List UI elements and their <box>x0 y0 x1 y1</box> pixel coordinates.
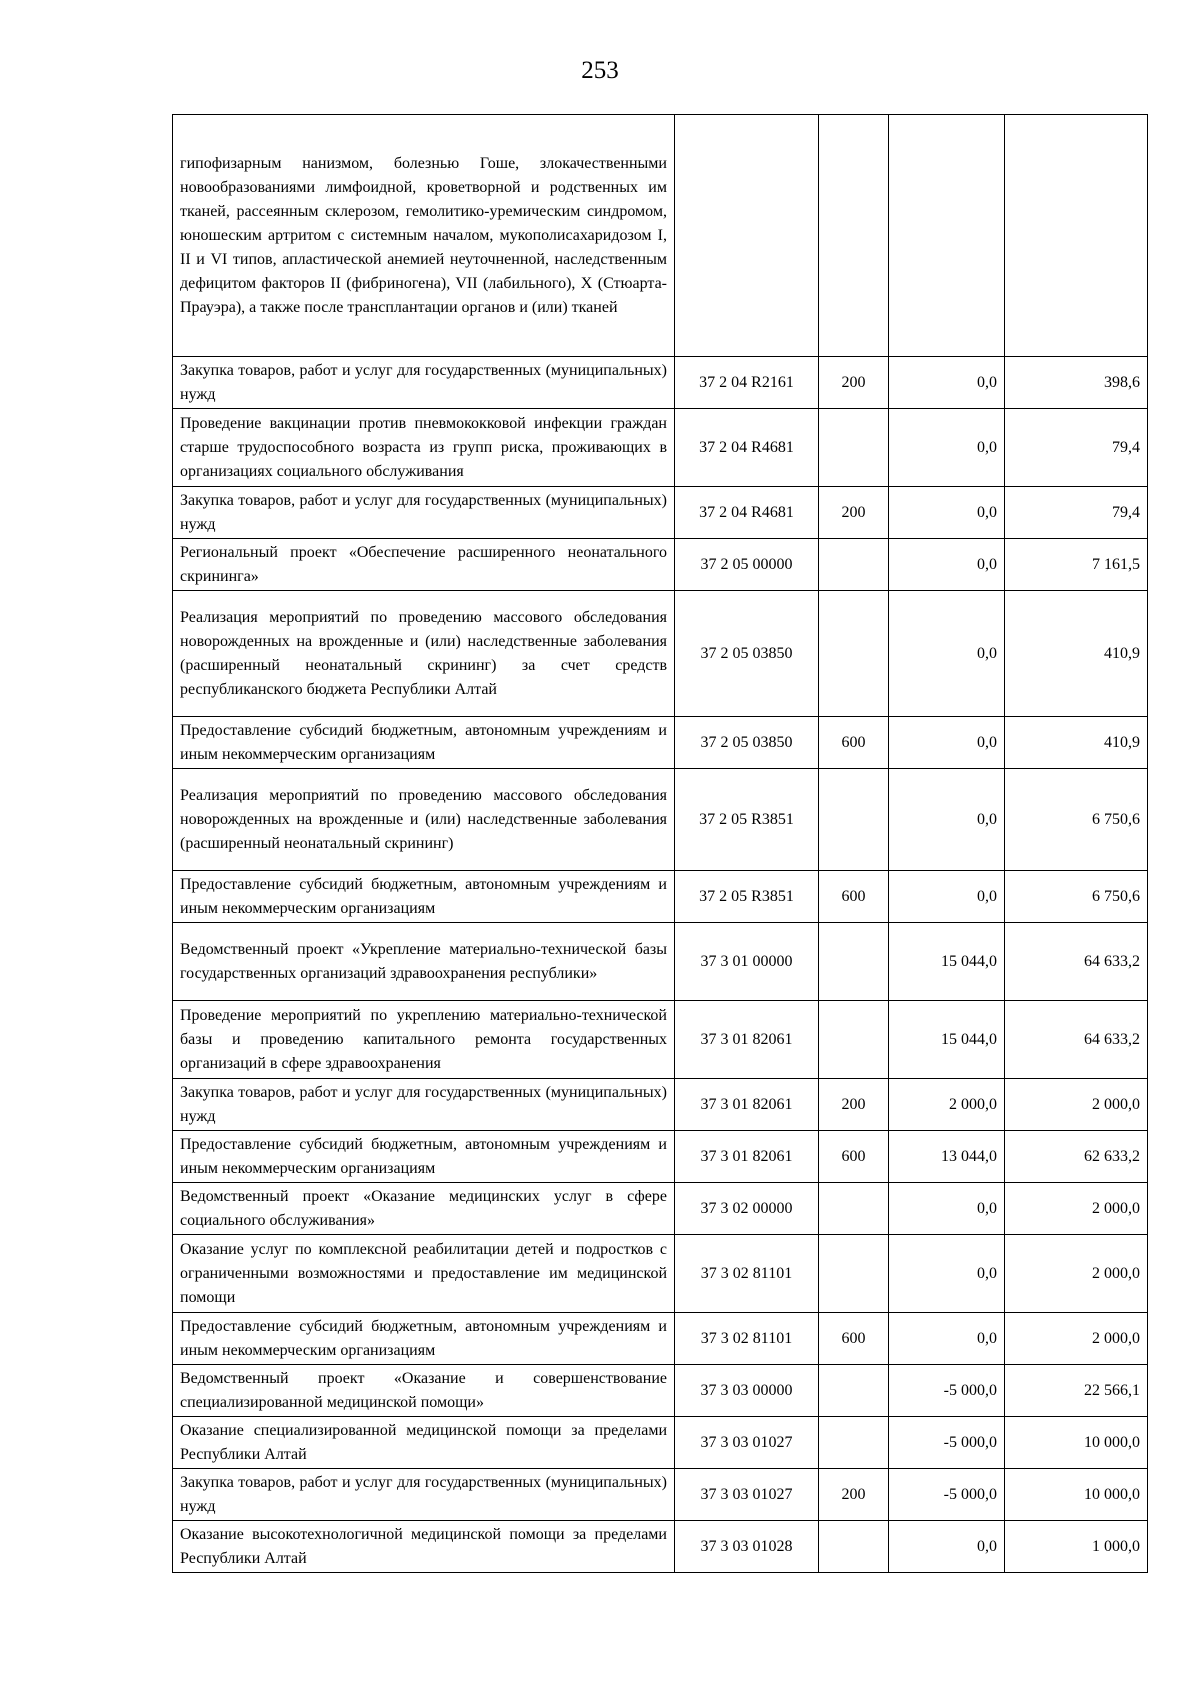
total-amount: 2 000,0 <box>1005 1079 1148 1131</box>
table-row <box>173 1521 1148 1573</box>
target-article-code: 37 2 04 R4681 <box>675 409 819 487</box>
change-amount: 0,0 <box>889 1313 1005 1365</box>
table-row <box>173 1131 1148 1183</box>
change-amount: 2 000,0 <box>889 1079 1005 1131</box>
change-amount <box>889 115 1005 357</box>
total-amount: 2 000,0 <box>1005 1313 1148 1365</box>
change-amount: -5 000,0 <box>889 1365 1005 1417</box>
table-row <box>173 487 1148 539</box>
expense-type-code: 600 <box>819 871 889 923</box>
total-amount: 1 000,0 <box>1005 1521 1148 1573</box>
item-name: Региональный проект «Обеспечение расширенного неонатального скрининга» <box>173 539 675 591</box>
target-article-code: 37 2 05 03850 <box>675 717 819 769</box>
change-amount: 0,0 <box>889 1235 1005 1313</box>
item-name: Оказание услуг по комплексной реабилитации детей и подростков с ограниченными возможностями и предоставление им медицинской помощи <box>173 1235 675 1313</box>
change-amount: 0,0 <box>889 769 1005 871</box>
change-amount: 0,0 <box>889 871 1005 923</box>
total-amount: 7 161,5 <box>1005 539 1148 591</box>
change-amount: 0,0 <box>889 487 1005 539</box>
target-article-code: 37 3 01 82061 <box>675 1079 819 1131</box>
page-number: 253 <box>581 57 619 84</box>
total-amount: 398,6 <box>1005 357 1148 409</box>
change-amount: 0,0 <box>889 591 1005 717</box>
target-article-code: 37 3 03 01027 <box>675 1469 819 1521</box>
target-article-code: 37 3 02 81101 <box>675 1235 819 1313</box>
target-article-code: 37 3 01 82061 <box>675 1131 819 1183</box>
expense-type-code: 600 <box>819 1313 889 1365</box>
table-row <box>173 1417 1148 1469</box>
total-amount: 64 633,2 <box>1005 1001 1148 1079</box>
item-name: Предоставление субсидий бюджетным, автономным учреждениям и иным некоммерческим организациям <box>173 717 675 769</box>
total-amount: 62 633,2 <box>1005 1131 1148 1183</box>
expense-type-code <box>819 409 889 487</box>
table-row <box>173 357 1148 409</box>
item-name: гипофизарным нанизмом, болезнью Гоше, злокачественными новообразованиями лимфоидной, кроветворной и родственных им тканей, рассеянным склерозом, гемолитико-уремическим синдромом, юношеским артритом с системным началом, мукополисахаридозом I, II и VI типов, апластической анемией неуточненной, наследственным дефицитом факторов II (фибриногена), VII (лабильного), X (Стюарта-Прауэра), а также после трансплантации органов и (или) тканей <box>173 115 675 357</box>
total-amount: 64 633,2 <box>1005 923 1148 1001</box>
target-article-code: 37 3 03 01027 <box>675 1417 819 1469</box>
expense-type-code <box>819 539 889 591</box>
total-amount: 410,9 <box>1005 717 1148 769</box>
table-row <box>173 923 1148 1001</box>
target-article-code: 37 2 05 00000 <box>675 539 819 591</box>
total-amount: 410,9 <box>1005 591 1148 717</box>
table-row <box>173 591 1148 717</box>
total-amount <box>1005 115 1148 357</box>
table-row <box>173 871 1148 923</box>
target-article-code: 37 3 02 81101 <box>675 1313 819 1365</box>
change-amount: 0,0 <box>889 409 1005 487</box>
item-name: Закупка товаров, работ и услуг для государственных (муниципальных) нужд <box>173 357 675 409</box>
target-article-code <box>675 115 819 357</box>
change-amount: -5 000,0 <box>889 1469 1005 1521</box>
item-name: Проведение вакцинации против пневмококковой инфекции граждан старше трудоспособного возраста из групп риска, проживающих в организациях социального обслуживания <box>173 409 675 487</box>
expense-type-code: 200 <box>819 357 889 409</box>
expense-type-code <box>819 923 889 1001</box>
total-amount: 2 000,0 <box>1005 1235 1148 1313</box>
change-amount: 0,0 <box>889 1183 1005 1235</box>
target-article-code: 37 3 03 01028 <box>675 1521 819 1573</box>
expense-type-code <box>819 1521 889 1573</box>
expense-type-code <box>819 1365 889 1417</box>
item-name: Ведомственный проект «Укрепление материально-технической базы государственных организаций здравоохранения республики» <box>173 923 675 1001</box>
total-amount: 22 566,1 <box>1005 1365 1148 1417</box>
change-amount: 0,0 <box>889 717 1005 769</box>
change-amount: 0,0 <box>889 1521 1005 1573</box>
expense-type-code: 200 <box>819 1079 889 1131</box>
budget-table <box>172 114 1148 1573</box>
target-article-code: 37 3 02 00000 <box>675 1183 819 1235</box>
table-row <box>173 1313 1148 1365</box>
item-name: Предоставление субсидий бюджетным, автономным учреждениям и иным некоммерческим организациям <box>173 871 675 923</box>
total-amount: 79,4 <box>1005 487 1148 539</box>
expense-type-code <box>819 769 889 871</box>
expense-type-code <box>819 591 889 717</box>
target-article-code: 37 2 04 R2161 <box>675 357 819 409</box>
expense-type-code <box>819 1235 889 1313</box>
expense-type-code <box>819 115 889 357</box>
expense-type-code: 200 <box>819 1469 889 1521</box>
total-amount: 6 750,6 <box>1005 769 1148 871</box>
item-name: Оказание специализированной медицинской помощи за пределами Республики Алтай <box>173 1417 675 1469</box>
item-name: Оказание высокотехнологичной медицинской помощи за пределами Республики Алтай <box>173 1521 675 1573</box>
total-amount: 10 000,0 <box>1005 1469 1148 1521</box>
table-row <box>173 769 1148 871</box>
table-row <box>173 115 1148 357</box>
table-row <box>173 1469 1148 1521</box>
total-amount: 2 000,0 <box>1005 1183 1148 1235</box>
item-name: Ведомственный проект «Оказание и совершенствование специализированной медицинской помощи» <box>173 1365 675 1417</box>
item-name: Предоставление субсидий бюджетным, автономным учреждениям и иным некоммерческим организациям <box>173 1131 675 1183</box>
total-amount: 10 000,0 <box>1005 1417 1148 1469</box>
item-name: Закупка товаров, работ и услуг для государственных (муниципальных) нужд <box>173 1469 675 1521</box>
target-article-code: 37 3 03 00000 <box>675 1365 819 1417</box>
expense-type-code <box>819 1417 889 1469</box>
item-name: Ведомственный проект «Оказание медицинских услуг в сфере социального обслуживания» <box>173 1183 675 1235</box>
change-amount: 15 044,0 <box>889 1001 1005 1079</box>
item-name: Проведение мероприятий по укреплению материально-технической базы и проведению капитального ремонта государственных организаций в сфере здравоохранения <box>173 1001 675 1079</box>
target-article-code: 37 3 01 00000 <box>675 923 819 1001</box>
target-article-code: 37 2 05 03850 <box>675 591 819 717</box>
table-row <box>173 409 1148 487</box>
table-row <box>173 1079 1148 1131</box>
expense-type-code <box>819 1183 889 1235</box>
table-row <box>173 1235 1148 1313</box>
table-row <box>173 1001 1148 1079</box>
expense-type-code: 200 <box>819 487 889 539</box>
item-name: Реализация мероприятий по проведению массового обследования новорожденных на врожденные и (или) наследственные заболевания (расширенный неонатальный скрининг) <box>173 769 675 871</box>
item-name: Закупка товаров, работ и услуг для государственных (муниципальных) нужд <box>173 1079 675 1131</box>
target-article-code: 37 2 04 R4681 <box>675 487 819 539</box>
change-amount: 0,0 <box>889 357 1005 409</box>
table-row <box>173 539 1148 591</box>
item-name: Предоставление субсидий бюджетным, автономным учреждениям и иным некоммерческим организациям <box>173 1313 675 1365</box>
expense-type-code: 600 <box>819 717 889 769</box>
expense-type-code: 600 <box>819 1131 889 1183</box>
table-row <box>173 717 1148 769</box>
target-article-code: 37 3 01 82061 <box>675 1001 819 1079</box>
change-amount: -5 000,0 <box>889 1417 1005 1469</box>
total-amount: 6 750,6 <box>1005 871 1148 923</box>
change-amount: 13 044,0 <box>889 1131 1005 1183</box>
target-article-code: 37 2 05 R3851 <box>675 769 819 871</box>
expense-type-code <box>819 1001 889 1079</box>
table-row <box>173 1183 1148 1235</box>
change-amount: 15 044,0 <box>889 923 1005 1001</box>
item-name: Реализация мероприятий по проведению массового обследования новорожденных на врожденные и (или) наследственные заболевания (расширенный неонатальный скрининг) за счет средств республиканского бюджета Республики Алтай <box>173 591 675 717</box>
total-amount: 79,4 <box>1005 409 1148 487</box>
target-article-code: 37 2 05 R3851 <box>675 871 819 923</box>
change-amount: 0,0 <box>889 539 1005 591</box>
item-name: Закупка товаров, работ и услуг для государственных (муниципальных) нужд <box>173 487 675 539</box>
table-row <box>173 1365 1148 1417</box>
